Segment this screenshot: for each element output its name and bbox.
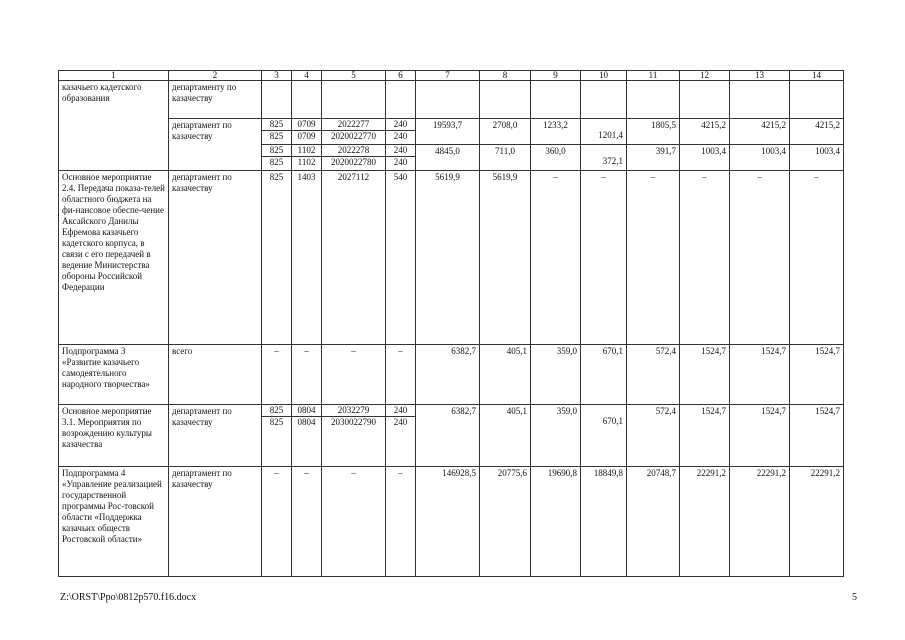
department-cell: департамент по казачеству: [169, 171, 262, 345]
amount-cell: –: [730, 171, 790, 345]
empty-cell: [581, 81, 627, 119]
grbs-value: 825: [262, 156, 291, 168]
amount-cell: 6382,7: [416, 405, 480, 467]
table-row: [59, 345, 844, 405]
empty-cell: [322, 81, 386, 119]
amount-cell: 1524,7: [730, 405, 790, 467]
program-name-cell: Основное мероприятие 2.4. Передача показа-телей областного бюджета на фи-нансовое обеспе-чение Аксайского Данилы Ефремова казачьего кадетского корпуса, в связи с его передачей в ведение Министерства обороны Российской Федерации: [59, 171, 169, 345]
amount-cell: 4215,2: [680, 119, 730, 145]
header-row: [59, 71, 844, 81]
rzpr-value: 0804: [297, 405, 316, 415]
amount-cell: 4845,0: [416, 145, 480, 171]
amount-cell: 1003,4: [680, 145, 730, 171]
empty-cell: [416, 81, 480, 119]
vr-cell: –: [386, 467, 416, 577]
table-row: [59, 119, 844, 145]
rzpr-cell: [292, 119, 322, 145]
amount-cell: –: [581, 171, 627, 345]
program-name-cell: Подпрограмма 3 «Развитие казачьего самодеятельного народного творчества»: [59, 345, 169, 405]
rzpr-value: 1102: [297, 145, 316, 155]
amount-cell: 711,0: [480, 145, 531, 171]
rzpr-cell: –: [292, 467, 322, 577]
amount-cell: 1524,7: [680, 345, 730, 405]
amount-cell: 5619,9: [416, 171, 480, 345]
amount-cell: 360,0: [531, 145, 581, 171]
table-row: [59, 171, 844, 345]
header-cell: 7: [416, 71, 480, 81]
grbs-cell: [262, 405, 292, 467]
empty-cell: [480, 81, 531, 119]
amount-cell: –: [627, 171, 680, 345]
amount-cell: [581, 145, 627, 171]
amount-cell: [581, 405, 627, 467]
grbs-cell: [262, 145, 292, 171]
grbs-value: 825: [262, 130, 291, 142]
csr-cell: 2027112: [322, 171, 386, 345]
header-cell: 4: [292, 71, 322, 81]
header-cell: 9: [531, 71, 581, 81]
header-cell: 10: [581, 71, 627, 81]
department-cell: департамент по казачеству: [169, 467, 262, 577]
table-row: [59, 81, 844, 119]
program-name-cell: казачьего кадетского образования: [59, 81, 169, 171]
vr-value: 240: [393, 405, 408, 415]
amount-cell: 6382,7: [416, 345, 480, 405]
empty-cell: [531, 81, 581, 119]
amount-cell: 1524,7: [790, 345, 844, 405]
vr-cell: 540: [386, 171, 416, 345]
amount-cell: 359,0: [531, 405, 581, 467]
amount-cell: 22291,2: [790, 467, 844, 577]
department-cell: департамент по казачеству: [169, 119, 262, 171]
vr-value: 240: [393, 145, 408, 155]
header-cell: 3: [262, 71, 292, 81]
rzpr-value: 0804: [292, 416, 321, 428]
amount-cell: 1524,7: [730, 345, 790, 405]
amount-value: 670,1: [602, 416, 623, 426]
amount-cell: 359,0: [531, 345, 581, 405]
amount-cell: 572,4: [627, 345, 680, 405]
amount-cell: 4215,2: [730, 119, 790, 145]
amount-cell: 1003,4: [790, 145, 844, 171]
amount-cell: 22291,2: [680, 467, 730, 577]
header-cell: 12: [680, 71, 730, 81]
department-cell: всего: [169, 345, 262, 405]
amount-cell: 572,4: [627, 405, 680, 467]
amount-cell: 20748,7: [627, 467, 680, 577]
empty-cell: [262, 81, 292, 119]
amount-cell: 405,1: [480, 345, 531, 405]
amount-cell: 19593,7: [416, 119, 480, 145]
grbs-cell: –: [262, 467, 292, 577]
rzpr-cell: [292, 145, 322, 171]
vr-value: 240: [386, 130, 415, 142]
table-row: [59, 467, 844, 577]
csr-cell: [322, 145, 386, 171]
amount-cell: 146928,5: [416, 467, 480, 577]
amount-cell: 1233,2: [531, 119, 581, 145]
rzpr-value: 0709: [292, 130, 321, 142]
rzpr-cell: [292, 405, 322, 467]
header-cell: 8: [480, 71, 531, 81]
header-cell: 13: [730, 71, 790, 81]
amount-cell: 1524,7: [680, 405, 730, 467]
csr-cell: [322, 405, 386, 467]
empty-cell: [790, 81, 844, 119]
amount-cell: –: [790, 171, 844, 345]
empty-cell: [386, 81, 416, 119]
vr-value: 240: [393, 119, 408, 129]
grbs-cell: 825: [262, 171, 292, 345]
department-cell: департаменту по казачеству: [169, 81, 262, 119]
amount-cell: –: [531, 171, 581, 345]
amount-cell: [581, 119, 627, 145]
table-row: [59, 405, 844, 467]
department-cell: департамент по казачеству: [169, 405, 262, 467]
empty-cell: [292, 81, 322, 119]
amount-cell: 405,1: [480, 405, 531, 467]
header-cell: 5: [322, 71, 386, 81]
csr-cell: [322, 119, 386, 145]
csr-cell: –: [322, 467, 386, 577]
header-cell: 2: [169, 71, 262, 81]
amount-cell: 1524,7: [790, 405, 844, 467]
amount-cell: 20775,6: [480, 467, 531, 577]
amount-cell: 18849,8: [581, 467, 627, 577]
header-cell: 6: [386, 71, 416, 81]
csr-value: 2022278: [337, 145, 370, 155]
program-name-cell: Основное мероприятие 3.1. Мероприятия по возрождению культуры казачества: [59, 405, 169, 467]
header-cell: 11: [627, 71, 680, 81]
csr-cell: –: [322, 345, 386, 405]
vr-value: 240: [386, 156, 415, 168]
csr-value: 2032279: [337, 405, 370, 415]
csr-value: 2030022790: [322, 416, 385, 428]
empty-cell: [627, 81, 680, 119]
amount-cell: 2708,0: [480, 119, 531, 145]
rzpr-cell: –: [292, 345, 322, 405]
header-cell: 1: [59, 71, 169, 81]
amount-cell: –: [680, 171, 730, 345]
grbs-value: 825: [269, 119, 284, 129]
amount-cell: 22291,2: [730, 467, 790, 577]
grbs-value: 825: [269, 145, 284, 155]
vr-cell: [386, 119, 416, 145]
amount-cell: 1805,5: [627, 119, 680, 145]
page-number: 5: [852, 592, 857, 603]
amount-cell: 1003,4: [730, 145, 790, 171]
rzpr-value: 0709: [297, 119, 316, 129]
footer-file-path: Z:\ORST\Ppo\0812p570.f16.docx: [60, 592, 197, 603]
empty-cell: [730, 81, 790, 119]
vr-cell: [386, 405, 416, 467]
program-name-cell: Подпрограмма 4 «Управление реализацией государственной программы Рос-товской области «Поддержка казачьих обществ Ростовской области»: [59, 467, 169, 577]
rzpr-cell: 1403: [292, 171, 322, 345]
grbs-cell: –: [262, 345, 292, 405]
grbs-cell: [262, 119, 292, 145]
rzpr-value: 1102: [292, 156, 321, 168]
budget-table: [58, 70, 844, 577]
amount-cell: 5619,9: [480, 171, 531, 345]
grbs-value: 825: [262, 416, 291, 428]
amount-value: 372,1: [602, 156, 623, 166]
vr-value: 240: [386, 416, 415, 428]
amount-cell: 391,7: [627, 145, 680, 171]
grbs-value: 825: [269, 405, 284, 415]
empty-cell: [680, 81, 730, 119]
header-cell: 14: [790, 71, 844, 81]
amount-cell: 19690,8: [531, 467, 581, 577]
csr-value: 2022277: [337, 119, 370, 129]
csr-value: 2020022780: [322, 156, 385, 168]
amount-cell: 4215,2: [790, 119, 844, 145]
vr-cell: –: [386, 345, 416, 405]
vr-cell: [386, 145, 416, 171]
amount-cell: 670,1: [581, 345, 627, 405]
amount-value: 1201,4: [598, 130, 623, 140]
csr-value: 2020022770: [322, 130, 385, 142]
